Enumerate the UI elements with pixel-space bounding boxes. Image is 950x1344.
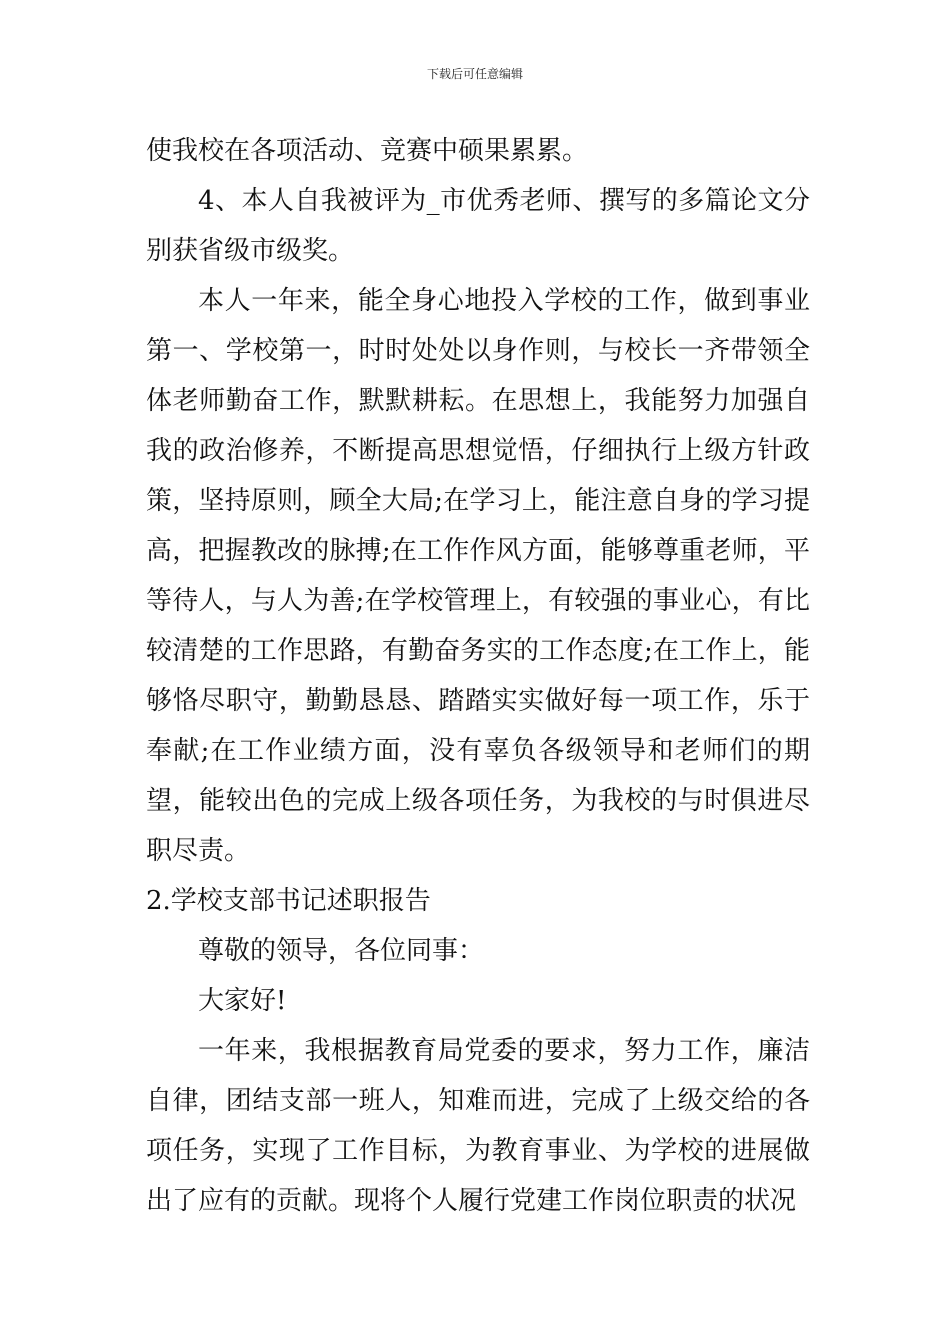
salutation: 尊敬的领导，各位同事：	[198, 936, 485, 966]
greeting: 大家好!	[198, 986, 287, 1016]
document-body	[146, 126, 810, 1226]
paragraph-award: 4、本人自我被评为_市优秀老师、撰写的多篇论文分别获省级市级奖。	[146, 186, 810, 266]
paragraph-continuation: 使我校在各项活动、竞赛中硕果累累。	[146, 136, 589, 166]
paragraph-report-intro: 一年来，我根据教育局党委的要求，努力工作，廉洁自律，团结支部一班人，知难而进，完成了上级交给的各项任务，实现了工作目标，为教育事业、为学校的进展做出了应有的贡献。现将个人履行党建工作岗位职责的状况	[146, 1036, 810, 1216]
section-heading: 2.学校支部书记述职报告	[146, 886, 431, 916]
page-header-note: 下载后可任意编辑	[426, 67, 523, 81]
paragraph-summary: 本人一年来，能全身心地投入学校的工作，做到事业第一、学校第一，时时处处以身作则，与校长一齐带领全体老师勤奋工作，默默耕耘。在思想上，我能努力加强自我的政治修养，不断提高思想觉悟，仔细执行上级方针政策，坚持原则，顾全大局;在学习上，能注意自身的学习提高，把握教改的脉搏;在工作作风方面，能够尊重老师，平等待人，与人为善;在学校管理上，有较强的事业心，有比较清楚的工作思路，有勤奋务实的工作态度;在工作上，能够恪尽职守，勤勤恳恳、踏踏实实做好每一项工作，乐于奉献;在工作业绩方面，没有辜负各级领导和老师们的期望，能较出色的完成上级各项任务，为我校的与时俱进尽职尽责。	[146, 286, 810, 866]
